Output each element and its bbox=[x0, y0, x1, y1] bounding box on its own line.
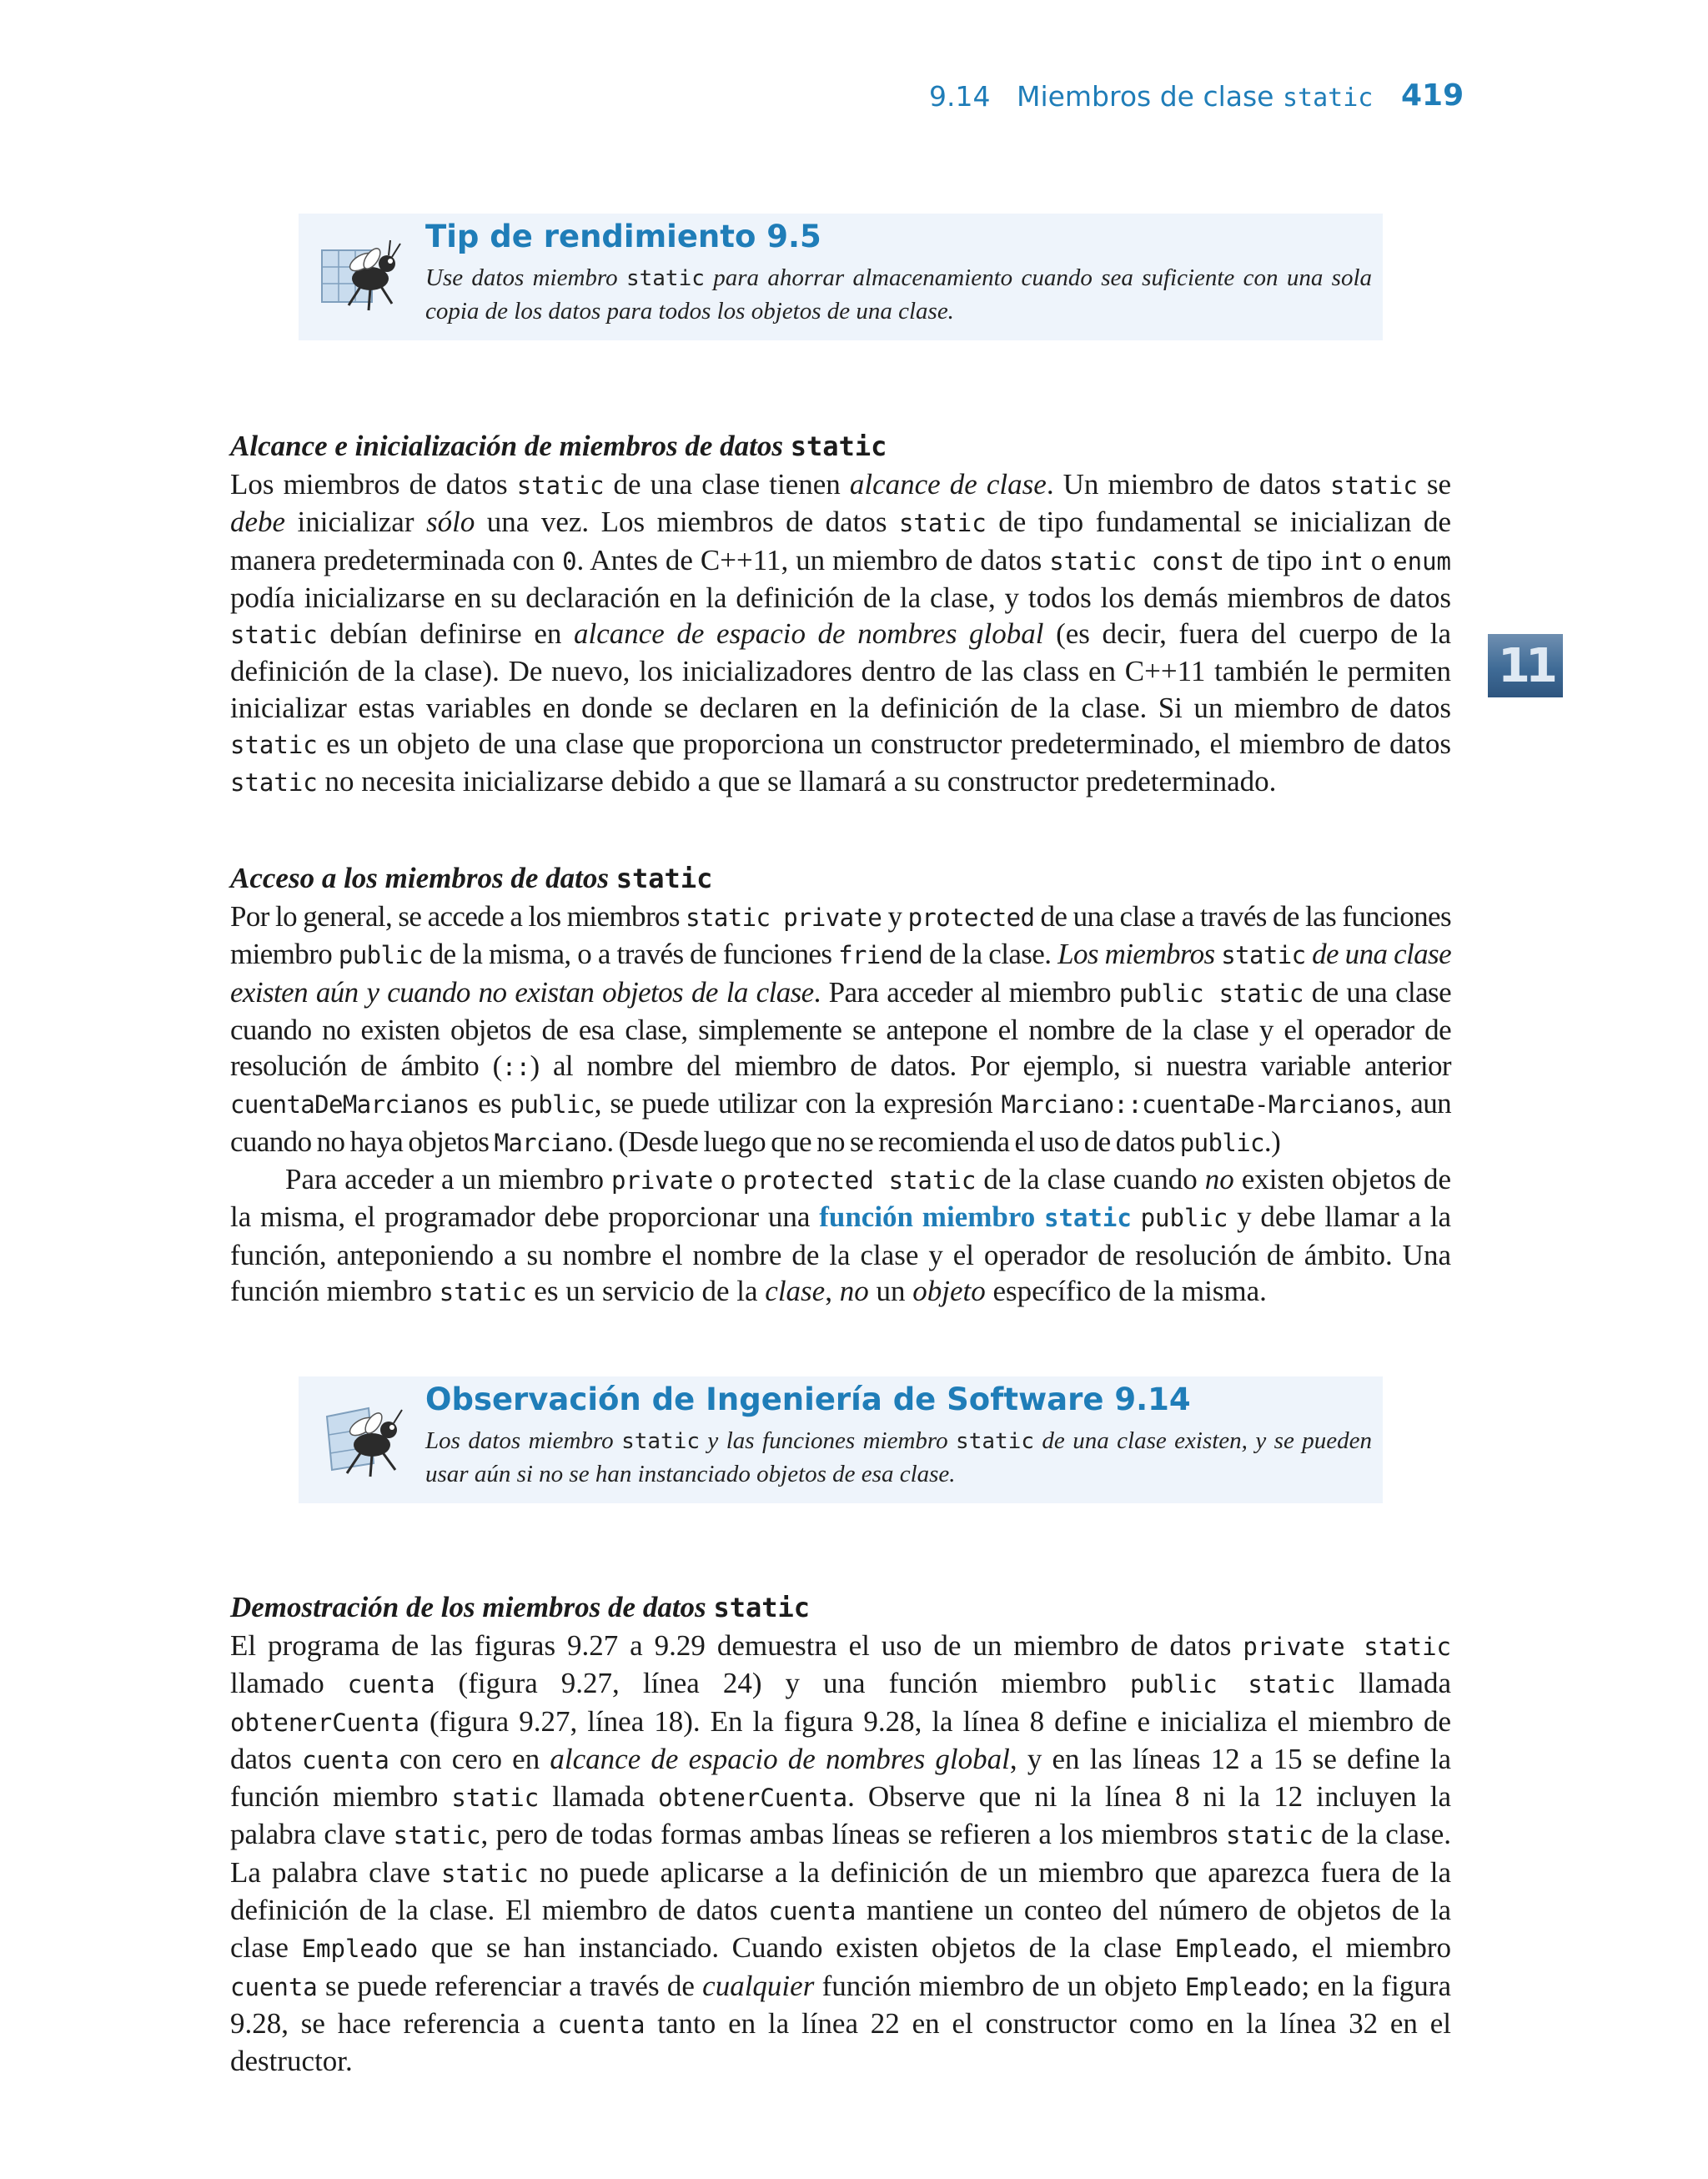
key-term: función miembro static bbox=[819, 1200, 1132, 1234]
section-heading-scope: Alcance e inicialización de miembros de datos static bbox=[230, 430, 887, 462]
section-heading-access: Acceso a los miembros de datos static bbox=[230, 862, 713, 894]
observation-body: Los datos miembro static y las funciones miembro static de una clase existen, y se pueden usar aún si no se han instanciado objetos de esa clase. bbox=[425, 1427, 1372, 1487]
tip-body: Use datos miembro static para ahorrar almacenamiento cuando sea suficiente con una sola copia de los datos para todos los objetos de una clase. bbox=[425, 264, 1373, 325]
tip-title: Tip de rendimiento 9.5 bbox=[425, 219, 821, 254]
bug-icon bbox=[319, 1396, 405, 1480]
section-header: 9.14 Miembros de clase static bbox=[929, 80, 1374, 113]
page-number: 419 bbox=[1401, 78, 1464, 113]
performance-tip-box bbox=[299, 214, 1383, 340]
running-header bbox=[926, 78, 1464, 122]
observation-title: Observación de Ingeniería de Software 9.14 bbox=[425, 1381, 1191, 1417]
bug-icon bbox=[319, 234, 405, 317]
software-engineering-observation-box bbox=[299, 1376, 1383, 1503]
chapter-tab: 11 bbox=[1488, 634, 1563, 697]
paragraph-scope: Los miembros de datos static de una clase tienen alcance de clase. Un miembro de datos static se debe inicializar sólo una vez. Los miembros de datos static de tipo fundamental se inicializan de manera predeterminada con 0. Antes de C++11, un miembro de datos static const de tipo int o enum podía inicializarse en su declaración en la definición de la clase, y todos los demás miembros de datos static debían definirse en alcance de espacio de nombres global (es decir, fuera del cuerpo de la definición de la clase). De nuevo, los inicializadores dentro de las class en C++11 también le permiten inicializar estas variables en donde se declaren en la definición de la clase. Si un miembro de datos static es un objeto de una clase que proporciona un constructor predeterminado, el miembro de datos static no necesita inicializarse debido a que se llamará a su constructor predeterminado. bbox=[230, 468, 1452, 798]
paragraph-demo: El programa de las figuras 9.27 a 9.29 demuestra el uso de un miembro de datos private static llamado cuenta (figura 9.27, línea 24) y una función miembro public static llamada obtenerCuenta (figura 9.27, línea 18). En la figura 9.28, la línea 8 define e inicializa el miembro de datos cuenta con cero en alcance de espacio de nombres global, y en las líneas 12 a 15 se define la función miembro static llamada obtenerCuenta. Observe que ni la línea 8 ni la 12 incluyen la palabra clave static, pero de todas formas ambas líneas se refieren a los miembros static de la clase. La palabra clave static no puede aplicarse a la definición de un miembro que aparezca fuera de la definición de la clase. El miembro de datos cuenta mantiene un conteo del número de objetos de la clase Empleado que se han instanciado. Cuando existen objetos de la clase Empleado, el miembro cuenta se puede referenciar a través de cualquier función miembro de un objeto Empleado; en la figura 9.28, se hace referencia a cuenta tanto en la línea 22 en el constructor como en la línea 32 en el destructor. bbox=[230, 1629, 1452, 2078]
section-heading-demo: Demostración de los miembros de datos static bbox=[230, 1591, 811, 1623]
paragraph-access: Por lo general, se accede a los miembros static private y protected de una clase a través de las funciones miembro public de la misma, o a través de funciones friend de la clase. Los miembros static de una clase existen aún y cuando no existan objetos de la clase. Para acceder al miembro public static de una clase cuando no existen objetos de esa clase, simplemente se antepone el nombre de la clase y el operador de resolución de ámbito (::) al nombre del miembro de datos. Por ejemplo, si nuestra variable anterior cuentaDeMarcianos es public, se puede utilizar con la expresión Marciano::cuentaDe-Marcianos, aun cuando no haya objetos Marciano. (Desde luego que no se recomienda el uso de datos public.) Para acceder a un miembro private o protected static de la clase cuando no existen objetos de la misma, el programador debe proporcionar una función miembro static public y debe llamar a la función, anteponiendo a su nombre el nombre de la clase y el operador de resolución de ámbito. Una función miembro static es un servicio de la clase, no un objeto específico de la misma. bbox=[230, 900, 1452, 1307]
